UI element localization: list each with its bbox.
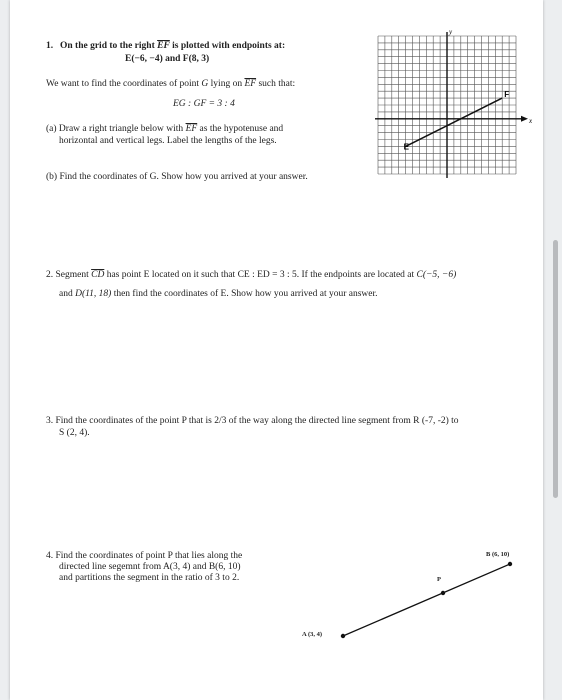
q2-point-c: C(−5, −6)	[416, 270, 457, 280]
q1-want	[46, 78, 295, 90]
q4-number: 4.	[46, 551, 54, 561]
q4-label-a: A (3, 4)	[302, 631, 323, 638]
q1-intro	[60, 40, 285, 52]
q1-part-a-line1	[46, 123, 283, 135]
x-axis-label: x	[529, 116, 533, 125]
q2-line1	[46, 269, 456, 281]
q2-line1-mid: has point E located on it such that CE : ED = 3 : 5. If the endpoints are located at	[106, 270, 415, 280]
y-axis-label: y	[449, 28, 453, 36]
q4-point-b-dot	[508, 562, 512, 566]
q2-line1-pre: Segment	[55, 270, 89, 280]
q1-endpoints: E(−6, −4) and F(8, 3)	[125, 54, 210, 64]
q1-part-a-post: as the hypotenuse and	[199, 124, 284, 134]
q2-line2-pre: and	[59, 289, 73, 299]
q2-number: 2.	[46, 270, 54, 280]
q4-text-line1: Find the coordinates of point P that lies along the	[55, 551, 243, 561]
q1-part-a-pre: (a) Draw a right triangle below with	[46, 124, 184, 134]
point-f-label: F	[504, 90, 510, 100]
q1-number: 1.	[46, 41, 54, 51]
q1-segment-ef-3: $\overline{EF}$	[185, 124, 198, 134]
q2-segment-cd: $\overline{CD}$	[91, 270, 105, 280]
q1-want-post: such that:	[258, 79, 296, 89]
q4-label-b: B (6, 10)	[486, 551, 510, 558]
q3-text-line1: Find the coordinates of the point P that is 2/3 of the way along the directed line segment from R (-7, -2) to	[55, 416, 459, 426]
q2-line2-post: then find the coordinates of E. Show how you arrived at your answer.	[113, 289, 378, 299]
q3-line2: S (2, 4).	[59, 428, 90, 438]
q1-intro-pre: On the grid to the right	[60, 41, 155, 51]
q4-line2: directed line segemnt from A(3, 4) and B(6, 10)	[59, 562, 241, 572]
q4-label-p: P	[437, 576, 441, 583]
q3-number: 3.	[46, 416, 54, 426]
q1-segment-ef-2: $\overline{EF}$	[244, 79, 257, 89]
x-axis-arrow	[521, 116, 528, 122]
q1-want-mid: lying on	[210, 79, 243, 89]
q1-want-pre: We want to find the coordinates of point	[46, 79, 200, 89]
q1-point-g: G	[201, 79, 209, 89]
q1-part-b: (b) Find the coordinates of G. Show how you arrived at your answer.	[46, 172, 308, 182]
worksheet-page	[10, 0, 543, 700]
q4-point-p-dot	[441, 591, 445, 595]
q1-part-a-line2: horizontal and vertical legs. Label the lengths of the legs.	[59, 136, 277, 146]
q4-segment-diagram	[330, 550, 540, 650]
q1-intro-post: is plotted with endpoints at:	[172, 41, 286, 51]
q4-segment-ab	[343, 564, 510, 636]
q2-line2	[59, 288, 378, 300]
scrollbar-thumb[interactable]	[553, 240, 558, 498]
q1-segment-ef: $\overline{EF}$	[157, 41, 170, 51]
coordinate-grid	[350, 28, 550, 208]
point-e-label: E	[403, 142, 409, 152]
q1-ratio: EG : GF = 3 : 4	[173, 99, 235, 109]
q4-point-a-dot	[341, 634, 345, 638]
q3-line1	[46, 415, 459, 427]
q4-line3: and partitions the segment in the ratio of 3 to 2.	[59, 573, 240, 583]
q2-point-d: D(11, 18)	[75, 289, 112, 299]
